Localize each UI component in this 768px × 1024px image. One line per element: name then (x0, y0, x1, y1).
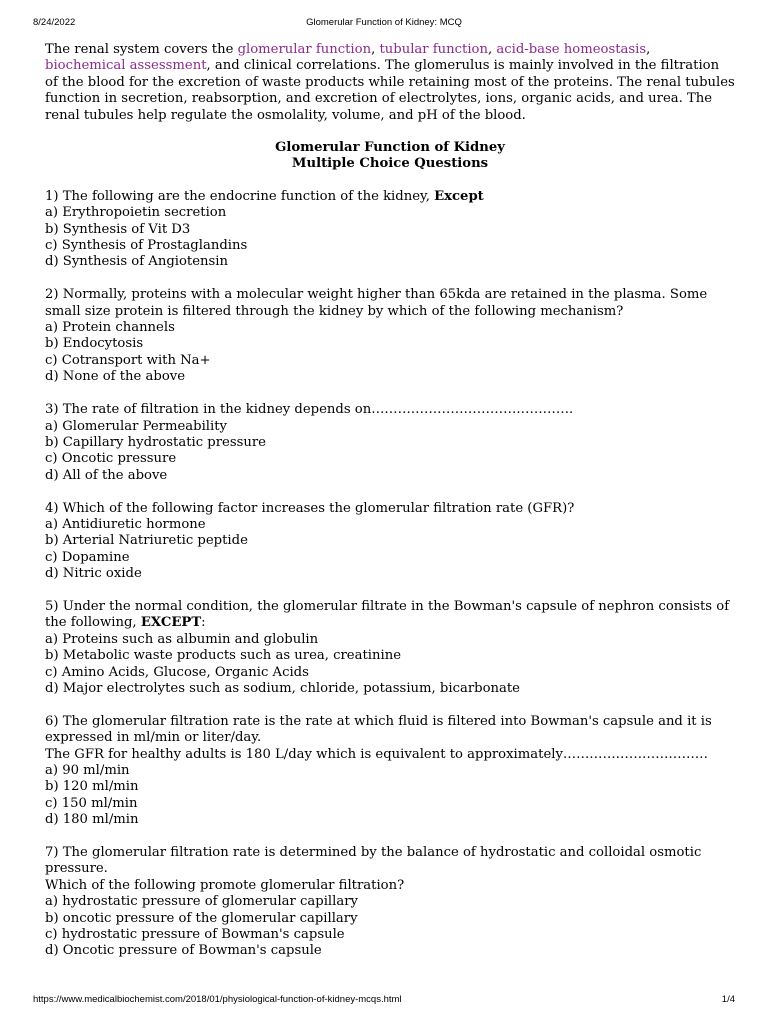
stem-text: 5) Under the normal condition, the glomerular filtrate in the Bowman's capsule of nephron consists of the following, (45, 598, 730, 631)
answer-option: d) All of the above (45, 467, 168, 483)
answer-option: a) Erythropoietin secretion (45, 205, 227, 221)
question-4 (45, 501, 735, 583)
answer-option: b) Arterial Natriuretic peptide (45, 533, 248, 549)
print-date: 8/24/2022 (33, 17, 76, 28)
section-heading (45, 140, 735, 173)
intro-text: , and clinical correlations. The glomerulus is mainly involved in the filtration of the blood for the excretion of waste products while retaining most of the proteins. The renal tubules function in secretion, reabsorption, and excretion of electrolytes, ions, organic acids, and urea. The renal tubules help regulate the osmolality, volume, and pH of the blood. (45, 58, 735, 123)
question-stem: 4) Which of the following factor increases the glomerular filtration rate (GFR)? (45, 500, 575, 516)
heading-line-1: Glomerular Function of Kidney (275, 140, 505, 156)
answer-option: a) Proteins such as albumin and globulin (45, 631, 319, 647)
answer-option: a) Glomerular Permeability (45, 418, 227, 434)
question-stem: 7) The glomerular filtration rate is determined by the balance of hydrostatic and colloidal osmotic pressure. (45, 845, 702, 877)
answer-option: b) oncotic pressure of the glomerular capillary (45, 910, 358, 926)
intro-text: , (371, 42, 380, 57)
stem-emphasis: Except (434, 188, 484, 204)
answer-option: c) 150 ml/min (45, 795, 138, 811)
article-body (45, 42, 735, 976)
question-stem (45, 599, 735, 632)
question-stem: 6) The glomerular filtration rate is the rate at which fluid is filtered into Bowman's capsule and it is expressed in ml/min or liter/day. (45, 713, 712, 746)
question-stem (45, 189, 735, 205)
answer-option: d) 180 ml/min (45, 812, 139, 828)
answer-option: a) Protein channels (45, 320, 175, 336)
question-stem: 3) The rate of filtration in the kidney depends on………………………………………. (45, 402, 574, 418)
answer-option: d) Oncotic pressure of Bowman's capsule (45, 943, 322, 959)
answer-option: d) Nitric oxide (45, 566, 142, 582)
answer-option: c) Dopamine (45, 549, 130, 565)
answer-option: d) Synthesis of Angiotensin (45, 254, 229, 270)
print-footer (33, 994, 735, 1008)
intro-text: , (646, 42, 651, 57)
intro-text: , (487, 42, 497, 57)
answer-option: a) 90 ml/min (45, 762, 130, 778)
question-3 (45, 402, 735, 484)
stem-text: 1) The following are the endocrine function of the kidney, (45, 188, 435, 204)
answer-option: c) hydrostatic pressure of Bowman's capsule (45, 927, 345, 943)
heading-line-2: Multiple Choice Questions (291, 156, 489, 172)
print-header (33, 17, 735, 31)
question-7 (45, 845, 735, 960)
link-acid-base-homeostasis[interactable]: acid-base homeostasis (496, 42, 647, 57)
answer-option: a) hydrostatic pressure of glomerular capillary (45, 894, 358, 910)
answer-option: d) Major electrolytes such as sodium, chloride, potassium, bicarbonate (45, 680, 520, 696)
question-stem-continued: The GFR for healthy adults is 180 L/day which is equivalent to approximately…………………………… (45, 746, 708, 762)
answer-option: c) Cotransport with Na+ (45, 352, 211, 368)
question-2 (45, 287, 735, 385)
stem-text-end: : (201, 615, 206, 631)
question-6 (45, 714, 735, 829)
answer-option: d) None of the above (45, 369, 186, 385)
print-title: Glomerular Function of Kidney: MCQ (306, 17, 462, 28)
link-glomerular-function[interactable]: glomerular function (237, 42, 372, 57)
answer-option: c) Oncotic pressure (45, 451, 177, 467)
intro-paragraph (45, 42, 735, 124)
answer-option: b) Endocytosis (45, 336, 144, 352)
question-stem: 2) Normally, proteins with a molecular weight higher than 65kda are retained in the plasma. Some small size protein is filtered through the kidney by which of the following mechanism? (45, 287, 708, 319)
answer-option: b) 120 ml/min (45, 779, 139, 795)
question-1 (45, 189, 735, 271)
link-biochemical-assessment[interactable]: biochemical assessment (45, 58, 207, 74)
question-stem-continued: Which of the following promote glomerular filtration? (45, 877, 405, 893)
link-tubular-function[interactable]: tubular function (379, 42, 488, 57)
answer-option: b) Synthesis of Vit D3 (45, 221, 191, 237)
answer-option: c) Amino Acids, Glucose, Organic Acids (45, 664, 309, 680)
answer-option: a) Antidiuretic hormone (45, 516, 206, 532)
question-5 (45, 599, 735, 697)
print-url: https://www.medicalbiochemist.com/2018/01/physiological-function-of-kidney-mcqs.html (33, 994, 402, 1005)
answer-option: b) Metabolic waste products such as urea, creatinine (45, 648, 402, 664)
intro-text: The renal system covers the (45, 42, 238, 57)
stem-emphasis: EXCEPT (140, 615, 202, 631)
answer-option: c) Synthesis of Prostaglandins (45, 238, 248, 254)
answer-option: b) Capillary hydrostatic pressure (45, 434, 266, 450)
page-number: 1/4 (721, 994, 735, 1005)
